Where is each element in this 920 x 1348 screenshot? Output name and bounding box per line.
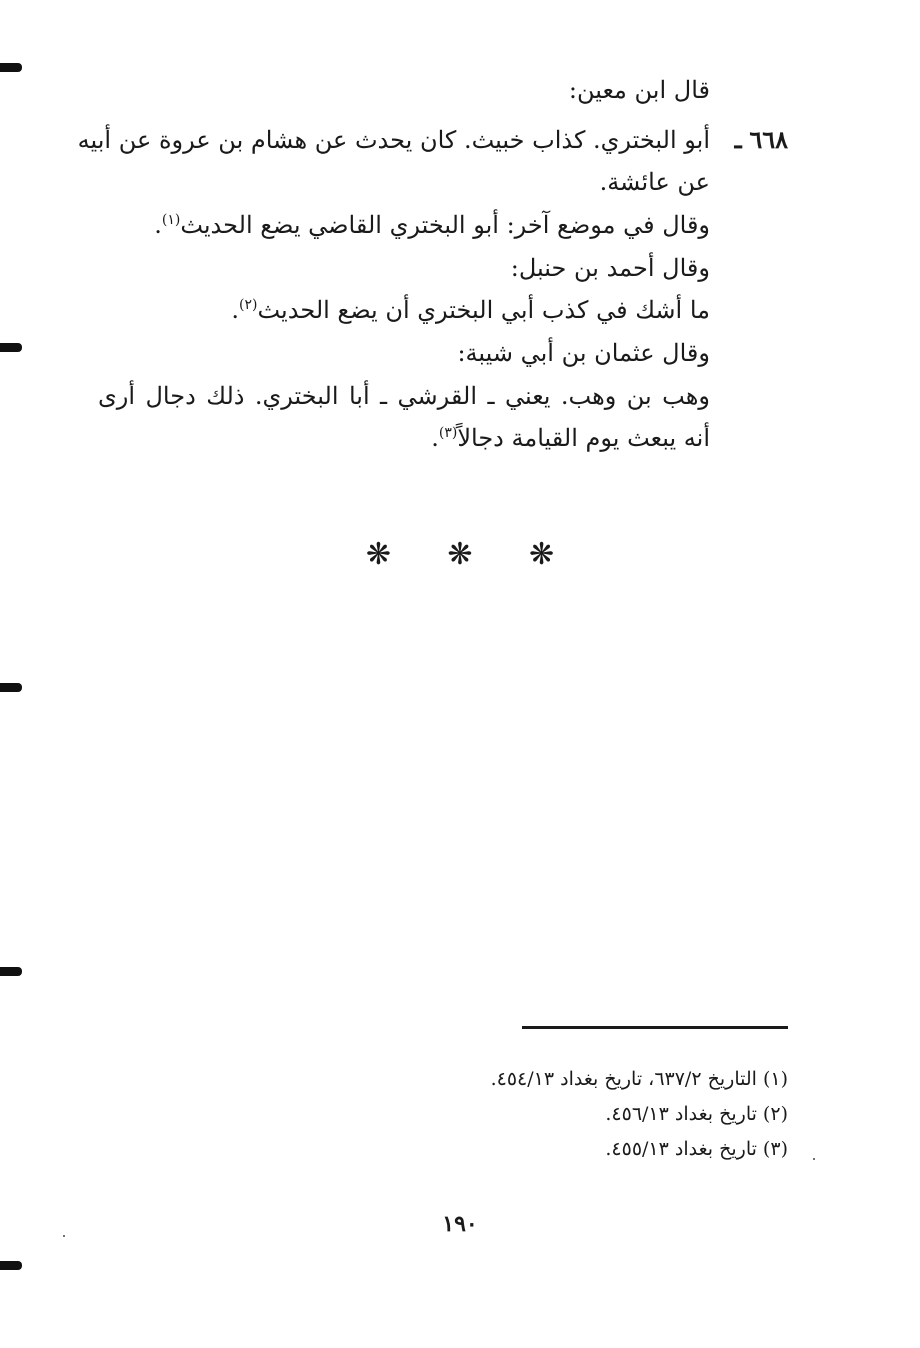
footnote-ref-2[interactable]: (٢) [239,297,258,313]
footnote-separator [522,1026,788,1029]
text-line-7 [457,333,710,373]
page-number: ١٩٠ [442,1211,478,1237]
line-text: قال ابن معين: [568,76,710,104]
line-period: . [431,424,439,452]
line-text: عن عائشة. [599,168,710,196]
scan-edge-mark [0,683,22,692]
footnote-1 [491,1062,788,1096]
line-text: أبو البختري. كذاب خبيث. كان يحدث عن هشام بن عروة عن أبيه [77,126,710,154]
divider-star-icon: ❋ [365,537,392,572]
text-line-6 [231,290,710,330]
footnote-text: (٢) تاريخ بغداد ٤٥٦/١٣. [605,1103,788,1125]
text-line-4 [154,205,710,245]
line-text: وهب بن وهب. يعني ـ القرشي ـ أبا البختري. ذلك دجال أرى [98,382,710,410]
scan-edge-mark [0,1261,22,1270]
footnote-ref-3[interactable]: (٣) [438,425,458,441]
scan-edge-mark [0,967,22,976]
text-line-3 [600,162,710,202]
footnote-3 [605,1132,788,1166]
scan-edge-mark [0,63,22,72]
divider-star-icon: ❋ [447,537,473,572]
text-line-2 [77,120,710,160]
line-period: . [154,211,162,239]
line-text: وقال أحمد بن حنبل: [510,254,710,282]
text-line-5 [511,248,710,288]
entry-number-marker [735,120,788,160]
line-text: وقال عثمان بن أبي شيبة: [457,339,710,367]
text-line-1 [569,70,710,110]
entry-dash: ـ [734,125,742,154]
footnote-text: (١) التاريخ ٦٣٧/٢، تاريخ بغداد ٤٥٤/١٣. [490,1068,788,1090]
line-period: . [231,296,240,324]
line-text: أنه يبعث يوم القيامة دجالاً [457,424,710,452]
section-divider [0,535,920,575]
footnote-ref-1[interactable]: (١) [161,212,181,228]
scan-edge-mark [0,343,22,352]
text-line-8 [98,376,710,416]
footnote-2 [605,1097,788,1131]
entry-number: ٦٦٨ [749,125,788,154]
text-line-9 [431,418,710,458]
footnote-text: (٣) تاريخ بغداد ٤٥٥/١٣. [605,1138,788,1160]
line-text: ما أشك في كذب أبي البختري أن يضع الحديث [257,296,710,324]
scan-speck [813,1158,815,1160]
divider-star-icon: ❋ [528,537,555,572]
line-text: وقال في موضع آخر: أبو البختري القاضي يضع الحديث [180,211,710,239]
